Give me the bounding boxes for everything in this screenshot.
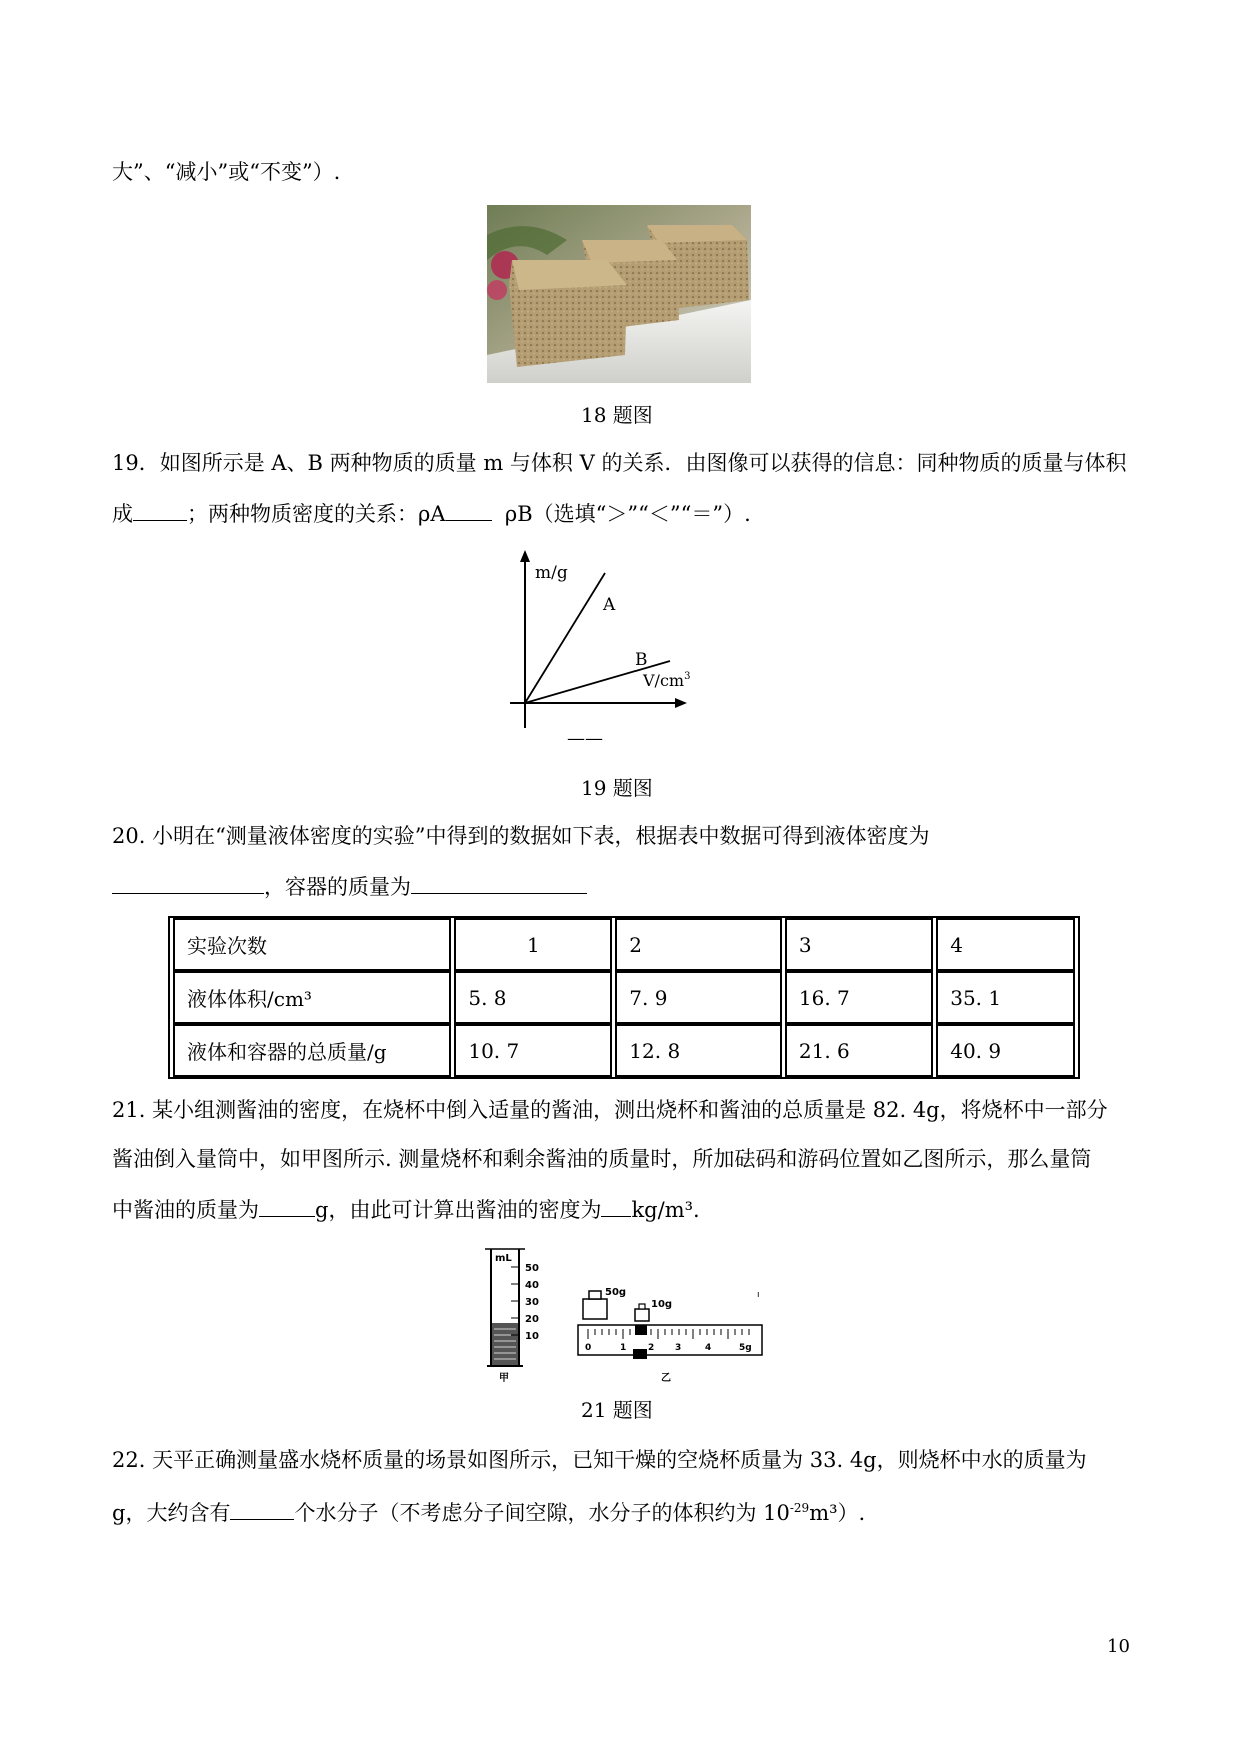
q18-tail: 大”、“减小”或“不变”）. <box>112 160 341 184</box>
y-axis-label: m/g <box>535 563 568 583</box>
steamed-cake-image <box>487 205 751 383</box>
dash-mark: —— <box>567 728 603 748</box>
q21-text-c: kg/m³. <box>631 1198 700 1222</box>
q21-blank-density[interactable] <box>601 1194 631 1217</box>
q21-line2: 酱油倒入量筒中，如甲图所示. 测量烧杯和剩余酱油的质量时，所加砝码和游码位置如乙图所示，那么量筒 <box>112 1147 1092 1171</box>
q20-blank-density[interactable] <box>112 871 264 894</box>
q20-line2 <box>112 871 587 901</box>
q19-text-c: ρB（选填“＞”“＜”“＝”）. <box>504 502 751 526</box>
q22-exponent: -29 <box>789 1501 810 1515</box>
cylinder-tick-label: 10 <box>525 1331 539 1342</box>
q21-caption: 21 题图 <box>581 1398 653 1422</box>
cylinder-tick-label: 30 <box>525 1297 539 1308</box>
svg-text:ı: ı <box>757 1290 760 1300</box>
q19-blank-1[interactable] <box>133 498 187 521</box>
q22-text-b: 个水分子（不考虑分子间空隙，水分子的体积约为 10 <box>294 1501 790 1525</box>
scale-tick-label: 4 <box>705 1343 712 1353</box>
scale-tick-label: 5g <box>739 1343 752 1353</box>
table-cell: 3 <box>785 918 933 971</box>
table-cell: 液体和容器的总质量/g <box>173 1024 451 1077</box>
q19-line2 <box>112 498 751 528</box>
weight-50g-label: 50g <box>605 1287 627 1298</box>
table-row <box>173 918 1075 971</box>
scale-tick-label: 0 <box>585 1343 592 1353</box>
q22-line2 <box>112 1494 865 1527</box>
q19-blank-2[interactable] <box>446 498 492 521</box>
page-number: 10 <box>1107 1636 1130 1657</box>
table-cell: 10. 7 <box>454 1024 612 1077</box>
q21-text-b: g，由此可计算出酱油的密度为 <box>315 1198 602 1222</box>
scale-tick-label: 2 <box>648 1343 655 1353</box>
balance-scale <box>578 1287 762 1384</box>
cylinder-unit: mL <box>495 1253 512 1264</box>
table-row <box>173 1024 1075 1077</box>
table-cell: 5. 8 <box>454 971 612 1024</box>
q20-line1: 20. 小明在“测量液体密度的实验”中得到的数据如下表，根据表中数据可得到液体密度为 <box>112 824 930 848</box>
q21-line1: 21. 某小组测酱油的密度，在烧杯中倒入适量的酱油，测出烧杯和酱油的总质量是 82. 4g，将烧杯中一部分 <box>112 1098 1108 1122</box>
q21-text-a: 中酱油的质量为 <box>112 1198 259 1222</box>
cylinder-and-scale <box>485 1245 775 1385</box>
q22-blank-molecules[interactable] <box>230 1497 294 1520</box>
cylinder-tick-label: 50 <box>525 1263 539 1274</box>
q19-text-a: 成 <box>112 502 133 526</box>
table-cell: 12. 8 <box>615 1024 782 1077</box>
q22-text-c: m³）. <box>809 1501 866 1525</box>
x-axis-arrow <box>675 698 687 708</box>
q20-text-mid: ，容器的质量为 <box>264 875 411 899</box>
table-cell: 1 <box>454 918 612 971</box>
q19-text-b: ；两种物质密度的关系：ρA <box>187 502 446 526</box>
y-axis-arrow <box>520 550 530 562</box>
scale-tick-label: 1 <box>620 1343 627 1353</box>
table-cell: 实验次数 <box>173 918 451 971</box>
table-cell: 21. 6 <box>785 1024 933 1077</box>
x-axis-label: $V/cm^3$ <box>643 671 691 690</box>
q21-line3 <box>112 1194 700 1224</box>
q20-blank-container-mass[interactable] <box>411 871 587 894</box>
q18-caption: 18 题图 <box>581 403 653 427</box>
scale-tick-label: 3 <box>675 1343 682 1353</box>
q21-figure <box>485 1245 775 1385</box>
table-cell: 35. 1 <box>936 971 1075 1024</box>
q21-blank-mass[interactable] <box>259 1194 315 1217</box>
label-yi: 乙 <box>661 1373 671 1384</box>
label-jia: 甲 <box>499 1373 509 1384</box>
table-cell: 7. 9 <box>615 971 782 1024</box>
graduated-cylinder <box>485 1249 539 1384</box>
table-cell: 2 <box>615 918 782 971</box>
table-cell: 液体体积/cm³ <box>173 971 451 1024</box>
q19-line1: 19．如图所示是 A、B 两种物质的质量 m 与体积 V 的关系．由图像可以获得的信息：同种物质的质量与体积 <box>112 451 1127 475</box>
table-cell: 16. 7 <box>785 971 933 1024</box>
q22-text-a: g，大约含有 <box>112 1501 231 1525</box>
weight-10g-label: 10g <box>651 1299 673 1310</box>
mass-volume-graph <box>495 548 705 748</box>
table-cell: 4 <box>936 918 1075 971</box>
table-cell: 40. 9 <box>936 1024 1075 1077</box>
q19-graph <box>495 548 705 748</box>
q18-photo <box>487 205 751 383</box>
line-b-label: B <box>635 650 648 670</box>
cylinder-tick-label: 40 <box>525 1280 539 1291</box>
line-a-label: A <box>603 595 616 615</box>
q19-caption: 19 题图 <box>581 776 653 800</box>
q22-line1: 22. 天平正确测量盛水烧杯质量的场景如图所示，已知干燥的空烧杯质量为 33. 4g，则烧杯中水的质量为 <box>112 1448 1087 1472</box>
table-row <box>173 971 1075 1024</box>
cylinder-tick-label: 20 <box>525 1314 539 1325</box>
q20-data-table <box>168 916 1080 1079</box>
